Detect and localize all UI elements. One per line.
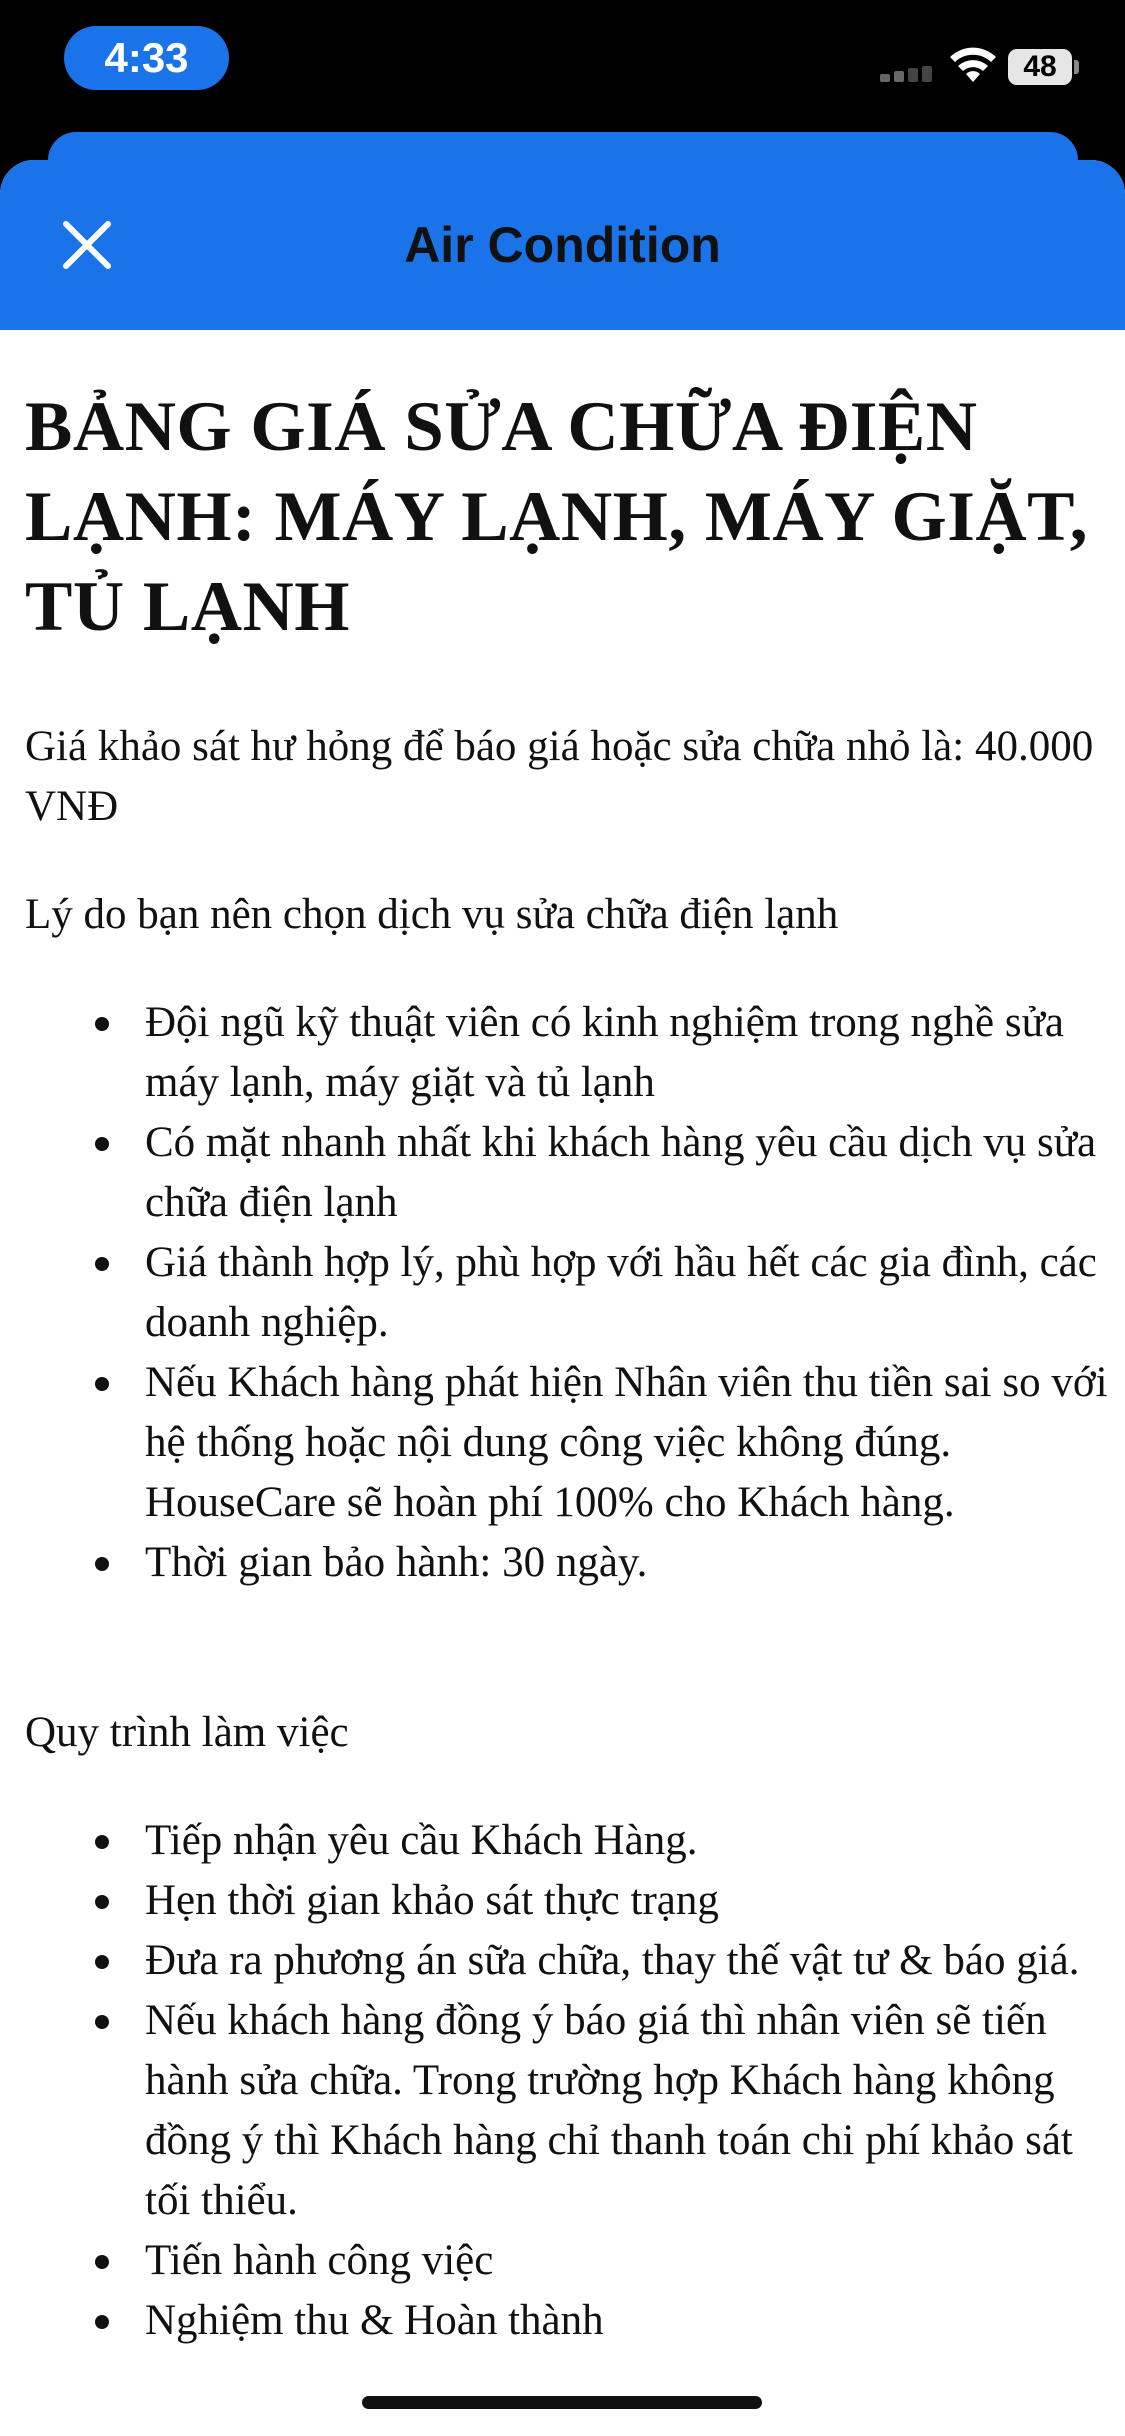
modal-sheet	[0, 160, 1125, 2436]
status-time[interactable]: 4:33	[64, 26, 229, 90]
wifi-icon	[948, 46, 998, 84]
nav-title: Air Condition	[404, 217, 721, 273]
cellular-signal-icon	[880, 66, 936, 82]
list-item: Hẹn thời gian khảo sát thực trạng	[25, 1871, 1115, 1931]
status-bar	[0, 0, 1125, 135]
reasons-list	[25, 993, 1115, 1593]
list-item: Giá thành hợp lý, phù hợp với hầu hết các gia đình, các doanh nghiệp.	[25, 1233, 1115, 1353]
list-item: Tiếp nhận yêu cầu Khách Hàng.	[25, 1811, 1115, 1871]
list-item: Đội ngũ kỹ thuật viên có kinh nghiệm trong nghề sửa máy lạnh, máy giặt và tủ lạnh	[25, 993, 1115, 1113]
list-item: Nghiệm thu & Hoàn thành	[25, 2291, 1115, 2351]
list-item: Thời gian bảo hành: 30 ngày.	[25, 1533, 1115, 1593]
close-icon	[62, 220, 112, 270]
close-button[interactable]	[52, 210, 122, 280]
battery-cap	[1074, 60, 1079, 74]
battery-icon: 48	[1008, 49, 1072, 85]
process-title: Quy trình làm việc	[25, 1709, 349, 1756]
article-content	[25, 382, 1115, 2351]
home-indicator[interactable]	[362, 2396, 762, 2409]
list-item: Tiến hành công việc	[25, 2231, 1115, 2291]
article-heading: BẢNG GIÁ SỬA CHỮA ĐIỆN LẠNH: MÁY LẠNH, MÁY GIẶT, TỦ LẠNH	[25, 388, 1088, 646]
reasons-title: Lý do bạn nên chọn dịch vụ sửa chữa điện lạnh	[25, 891, 839, 938]
list-item: Có mặt nhanh nhất khi khách hàng yêu cầu dịch vụ sửa chữa điện lạnh	[25, 1113, 1115, 1233]
list-item: Nếu Khách hàng phát hiện Nhân viên thu tiền sai so với hệ thống hoặc nội dung công việc không đúng. HouseCare sẽ hoàn phí 100% cho Khách hàng.	[25, 1353, 1115, 1533]
intro-paragraph: Giá khảo sát hư hỏng để báo giá hoặc sửa chữa nhỏ là: 40.000 VNĐ	[25, 723, 1094, 830]
nav-bar	[0, 160, 1125, 330]
process-list	[25, 1811, 1115, 2351]
list-item: Nếu khách hàng đồng ý báo giá thì nhân viên sẽ tiến hành sửa chữa. Trong trường hợp Khách hàng không đồng ý thì Khách hàng chỉ thanh toán chi phí khảo sát tối thiểu.	[25, 1991, 1115, 2231]
list-item: Đưa ra phương án sữa chữa, thay thế vật tư & báo giá.	[25, 1931, 1115, 1991]
spacer	[25, 1593, 1115, 1703]
